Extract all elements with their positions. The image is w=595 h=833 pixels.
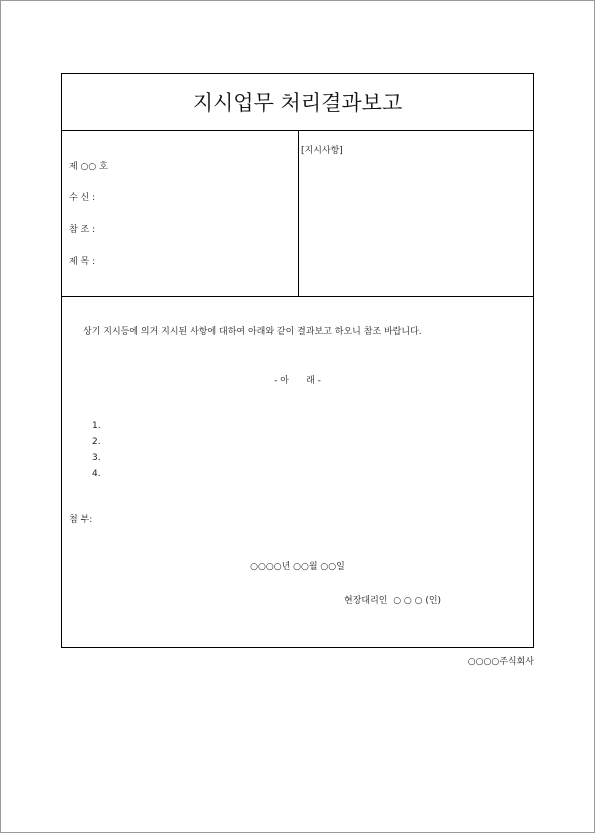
company-name: ○○○○주식회사 xyxy=(467,657,534,667)
date-line: ○○○○년 ○○월 ○○일 xyxy=(250,562,345,572)
document-number-field: 제 ○○ 호 xyxy=(69,162,108,172)
recipient-field: 수 신 : xyxy=(69,193,96,203)
intro-text: 상기 지시등에 의거 지시된 사항에 대하여 아래와 같이 결과보고 하오니 참조 바랍니다. xyxy=(83,327,422,337)
report-form xyxy=(61,73,534,648)
info-row xyxy=(62,130,533,297)
list-item: 4. xyxy=(92,469,101,479)
header-fields-cell xyxy=(62,130,299,296)
instruction-cell xyxy=(299,130,533,296)
signer-line: 현장대리인 ○ ○ ○ (인) xyxy=(344,596,442,606)
report-body xyxy=(62,297,533,647)
attachment-label: 첨 부: xyxy=(69,515,93,525)
list-item: 2. xyxy=(92,437,101,447)
list-item: 1. xyxy=(92,421,101,431)
instruction-label: [지시사항] xyxy=(301,146,343,156)
subject-field: 제 목 : xyxy=(69,257,96,267)
document-title: 지시업무 처리결과보고 xyxy=(192,91,403,115)
list-item: 3. xyxy=(92,453,101,463)
item-list xyxy=(92,418,101,482)
notice-heading: - 아 래 - xyxy=(274,376,321,386)
reference-field: 참 조 : xyxy=(69,225,96,235)
title-row xyxy=(62,74,533,131)
